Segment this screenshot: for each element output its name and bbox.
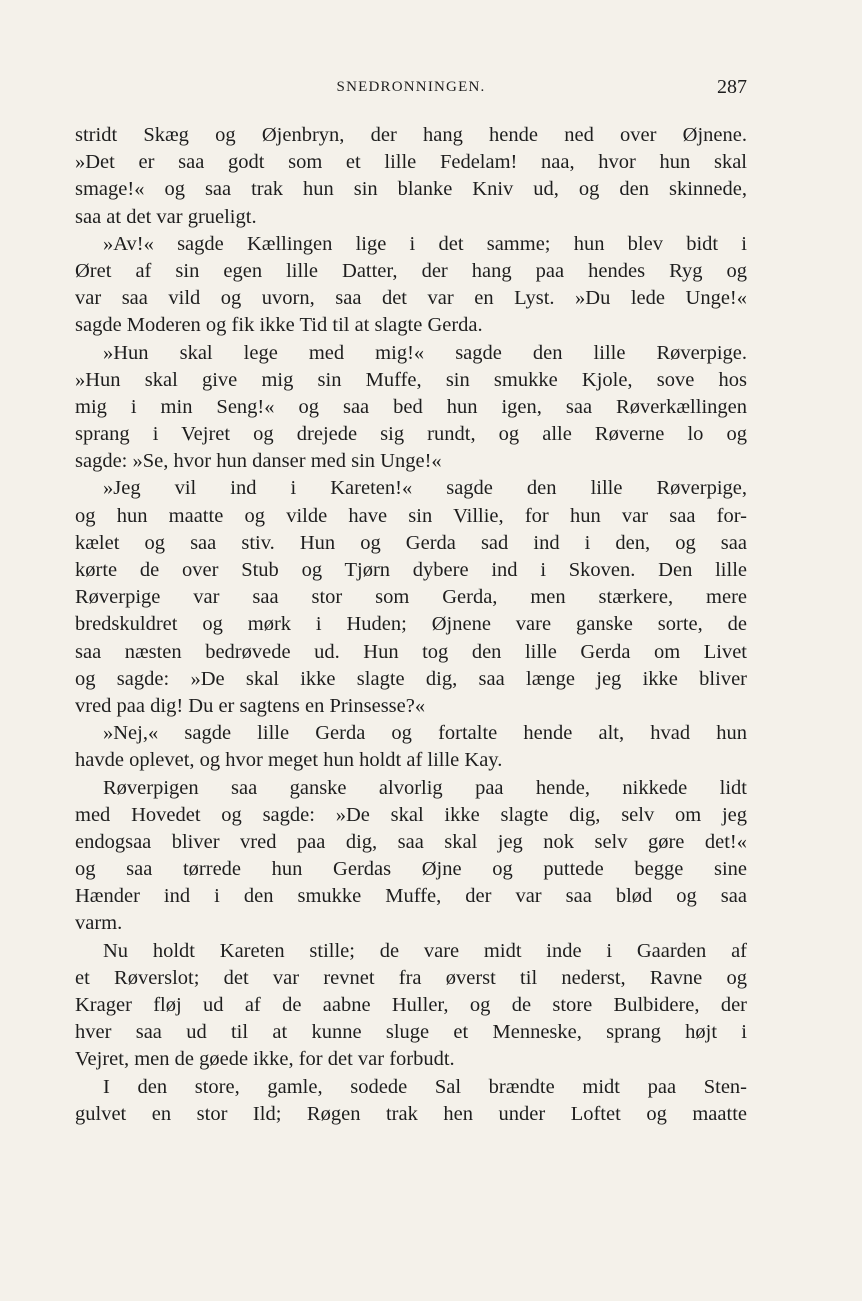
body-text — [75, 122, 747, 1128]
text-line: var saa vild og uvorn, saa det var en Lyst. »Du lede Unge!« — [75, 287, 747, 310]
text-line: stridt Skæg og Øjenbryn, der hang hende ned over Øjnene. — [75, 124, 747, 146]
text-line: et Røverslot; det var revnet fra øverst til nederst, Ravne og — [75, 966, 747, 989]
text-line: vred paa dig! Du er sagtens en Prinsesse?« — [75, 694, 426, 717]
running-head — [75, 76, 747, 100]
text-line: havde oplevet, og hvor meget hun holdt af lille Kay. — [75, 749, 503, 772]
text-line: Krager fløj ud af de aabne Huller, og de store Bulbidere, der — [75, 994, 747, 1016]
text-line: endogsaa bliver vred paa dig, saa skal jeg nok selv gøre det!« — [75, 830, 747, 853]
text-line: og hun maatte og vilde have sin Villie, for hun var saa for- — [75, 504, 747, 527]
text-line: sagde Moderen og fik ikke Tid til at slagte Gerda. — [75, 314, 483, 337]
text-line: kørte de over Stub og Tjørn dybere ind i Skoven. Den lille — [75, 559, 747, 581]
text-line: »Nej,« sagde lille Gerda og fortalte hende alt, hvad hun — [103, 722, 747, 745]
text-line: varm. — [75, 912, 123, 935]
text-line: og saa tørrede hun Gerdas Øjne og puttede begge sine — [75, 858, 747, 881]
text-line: I den store, gamle, sodede Sal brændte midt paa Sten- — [103, 1075, 747, 1098]
text-line: med Hovedet og sagde: »De skal ikke slagte dig, selv om jeg — [75, 803, 747, 826]
text-line: »Det er saa godt som et lille Fedelam! naa, hvor hun skal — [75, 151, 747, 174]
text-line: »Av!« sagde Kællingen lige i det samme; hun blev bidt i — [103, 232, 747, 255]
text-line: saa at det var grueligt. — [75, 205, 257, 228]
text-line: »Hun skal give mig sin Muffe, sin smukke Kjole, sove hos — [75, 368, 747, 391]
text-line: Nu holdt Kareten stille; de vare midt inde i Gaarden af — [103, 939, 747, 962]
text-line: Vejret, men de gøede ikke, for det var forbudt. — [75, 1048, 455, 1071]
page-number: 287 — [717, 76, 747, 98]
text-line: gulvet en stor Ild; Røgen trak hen under Loftet og maatte — [75, 1102, 747, 1125]
text-line: »Jeg vil ind i Kareten!« sagde den lille Røverpige, — [103, 477, 747, 500]
text-line: »Hun skal lege med mig!« sagde den lille Røverpige. — [103, 341, 747, 364]
text-line: sprang i Vejret og drejede sig rundt, og alle Røverne lo og — [75, 423, 747, 446]
text-line: kælet og saa stiv. Hun og Gerda sad ind i den, og saa — [75, 531, 747, 554]
text-line: Hænder ind i den smukke Muffe, der var saa blød og saa — [75, 885, 747, 908]
text-line: saa næsten bedrøvede ud. Hun tog den lille Gerda om Livet — [75, 640, 747, 663]
running-title: SNEDRONNINGEN. — [336, 79, 486, 95]
text-line: sagde: »Se, hvor hun danser med sin Unge!« — [75, 450, 442, 473]
text-line: Røverpigen saa ganske alvorlig paa hende, nikkede lidt — [103, 776, 747, 799]
text-line: smage!« og saa trak hun sin blanke Kniv ud, og den skinnede, — [75, 178, 747, 201]
text-line: bredskuldret og mørk i Huden; Øjnene vare ganske sorte, de — [75, 613, 747, 636]
text-line: mig i min Seng!« og saa bed hun igen, saa Røverkællingen — [75, 395, 747, 418]
text-line: Røverpige var saa stor som Gerda, men stærkere, mere — [75, 586, 747, 609]
text-line: hver saa ud til at kunne sluge et Menneske, sprang højt i — [75, 1021, 747, 1044]
text-line: Øret af sin egen lille Datter, der hang paa hendes Ryg og — [75, 259, 747, 282]
text-line: og sagde: »De skal ikke slagte dig, saa længe jeg ikke bliver — [75, 667, 747, 690]
